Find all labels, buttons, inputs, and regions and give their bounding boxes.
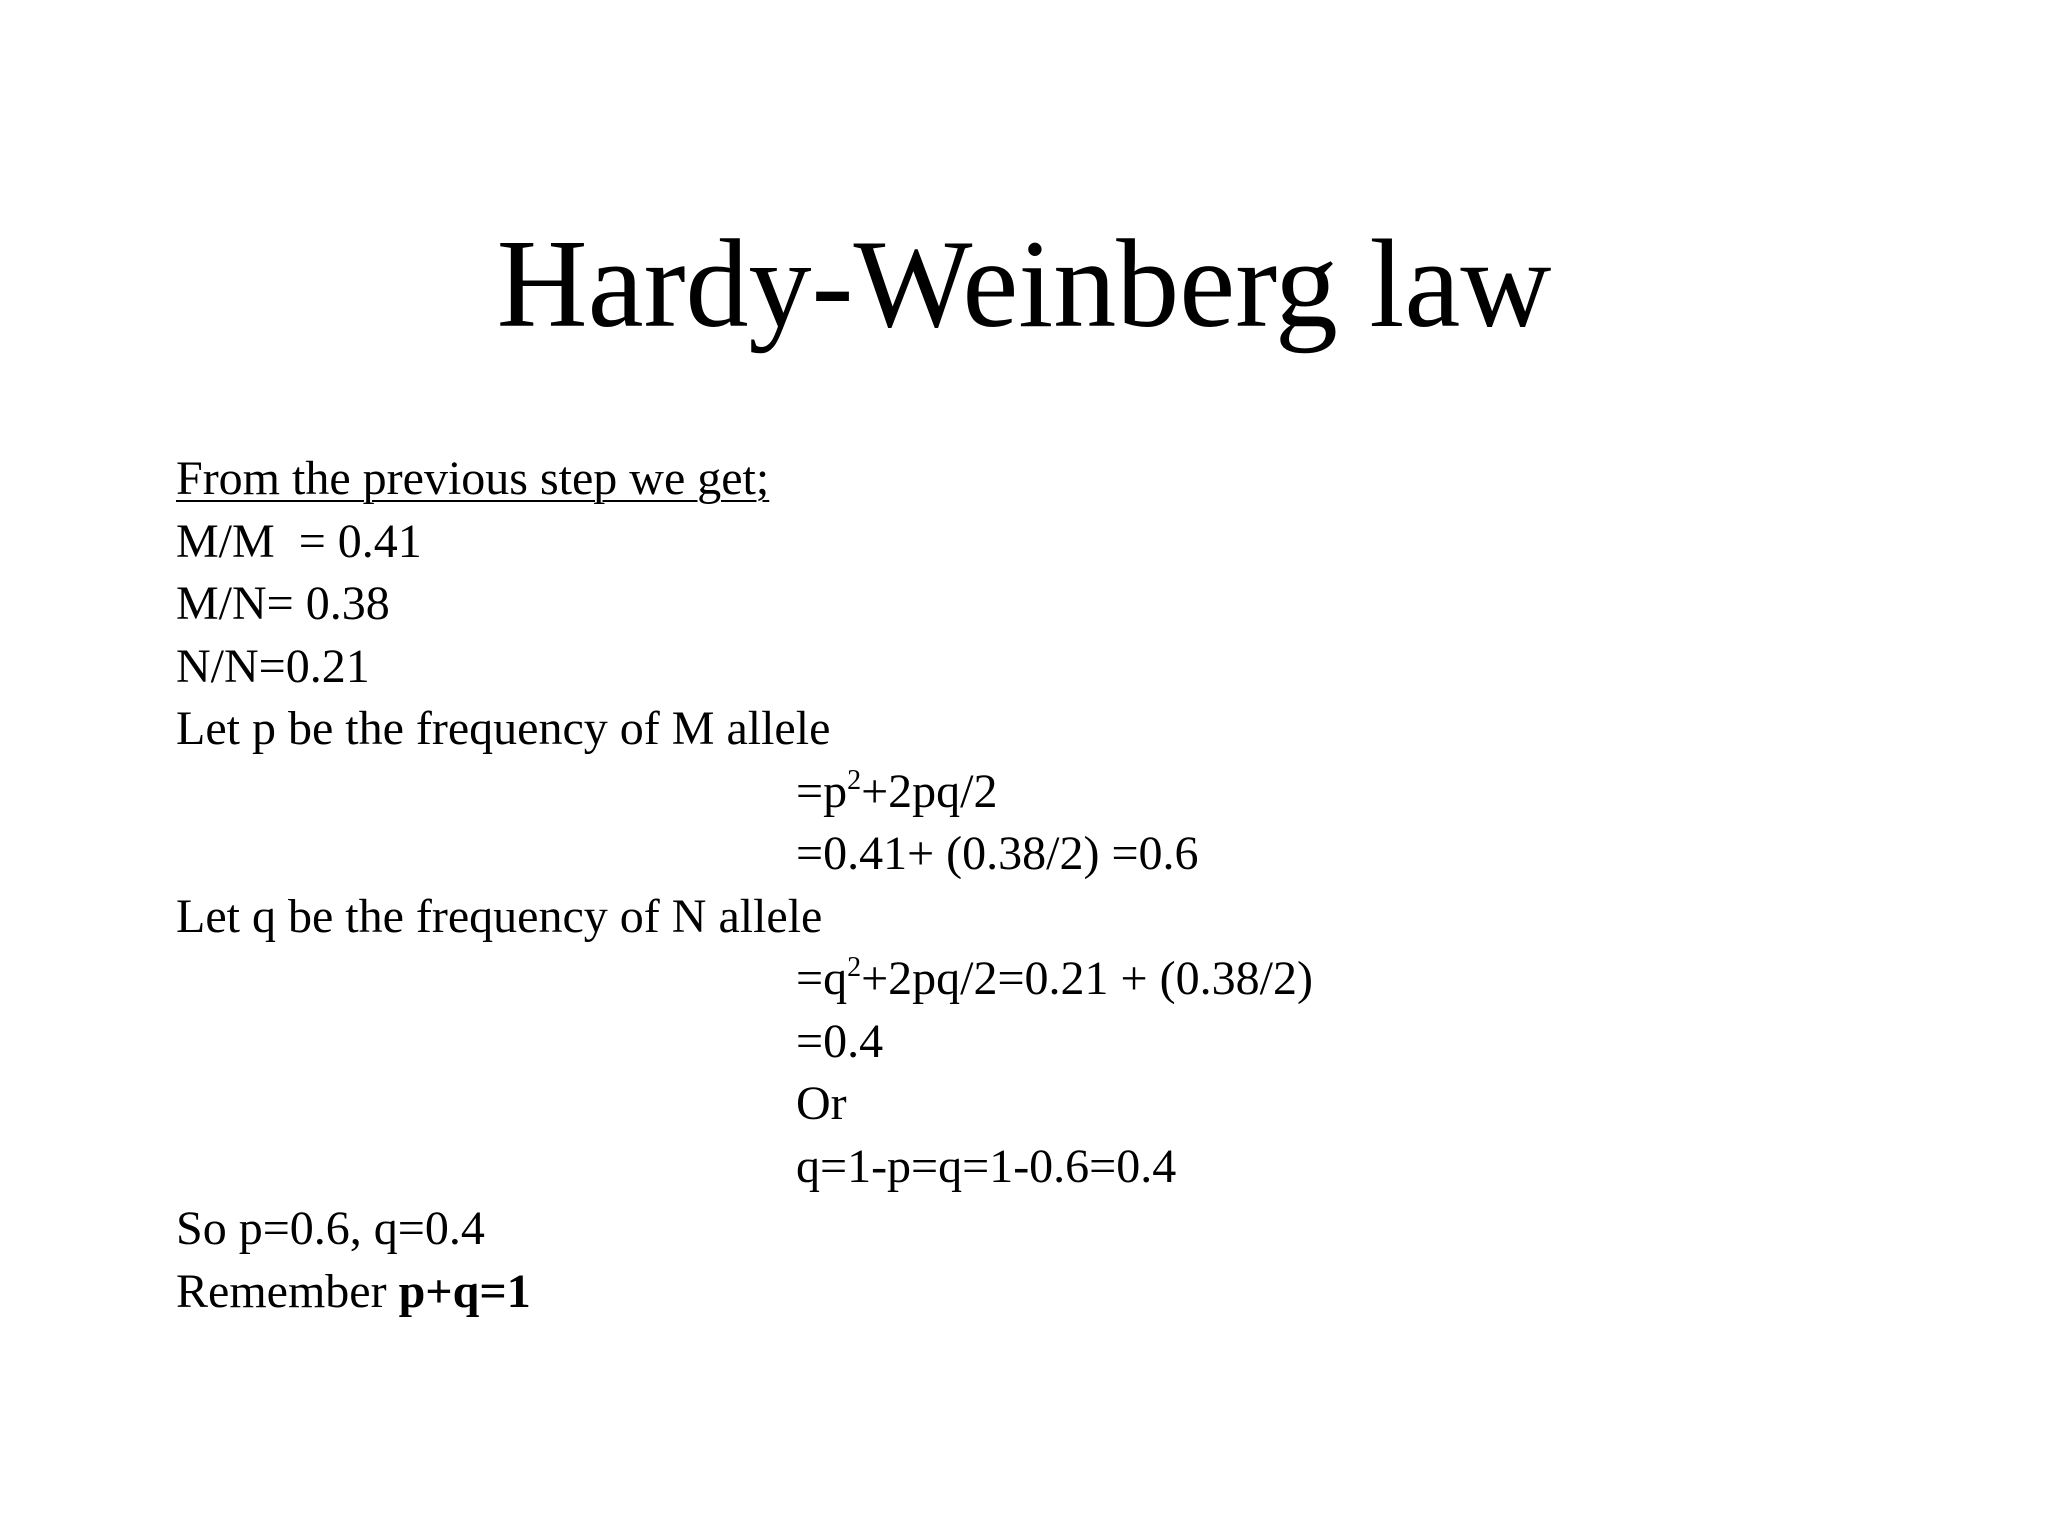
q-formula bbox=[176, 948, 1313, 1011]
conclusion: So p=0.6, q=0.4 bbox=[176, 1202, 485, 1255]
intro-text: From the previous step we get; bbox=[176, 452, 770, 505]
genotype-nn: N/N=0.21 bbox=[176, 639, 370, 693]
genotype-mn: M/N= 0.38 bbox=[176, 577, 390, 630]
remember-label: Remember bbox=[176, 1264, 399, 1318]
intro-line bbox=[176, 448, 1313, 511]
p-formula-prefix: =p bbox=[796, 764, 848, 818]
q-definition: Let q be the frequency of N allele bbox=[176, 889, 823, 943]
p-formula-suffix: +2pq/2 bbox=[861, 764, 998, 818]
genotype-mm: M/M = 0.41 bbox=[176, 514, 422, 568]
q-formula-exponent: 2 bbox=[847, 952, 862, 983]
q-formula-prefix: =q bbox=[796, 952, 848, 1005]
q-alternative: q=1-p=q=1-0.6=0.4 bbox=[796, 1139, 1177, 1193]
q-result: =0.4 bbox=[796, 1014, 884, 1068]
slide-body bbox=[176, 448, 1313, 1323]
q-formula-suffix: +2pq/2=0.21 + (0.38/2) bbox=[861, 952, 1313, 1005]
p-formula bbox=[176, 761, 1313, 824]
or-text: Or bbox=[796, 1077, 847, 1130]
p-definition: Let p be the frequency of M allele bbox=[176, 702, 831, 755]
remember-line bbox=[176, 1261, 1313, 1324]
remember-formula: p+q=1 bbox=[398, 1264, 531, 1318]
p-formula-exponent: 2 bbox=[847, 764, 862, 796]
slide-title: Hardy-Weinberg law bbox=[496, 215, 1552, 354]
p-calculation: =0.41+ (0.38/2) =0.6 bbox=[796, 827, 1199, 880]
